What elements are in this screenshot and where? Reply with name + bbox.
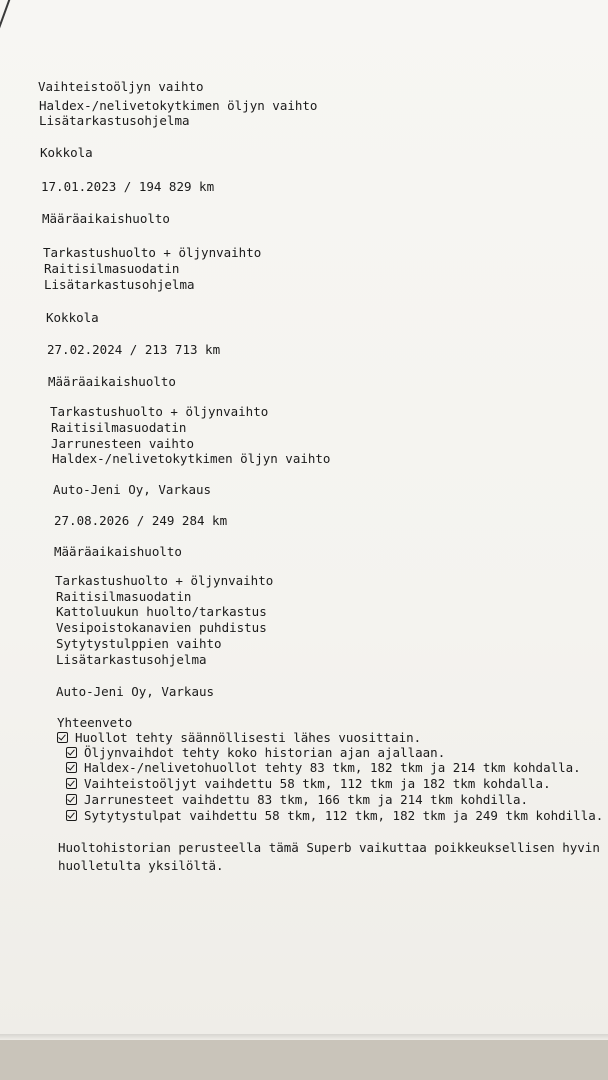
block3-date-km: 27.02.2024 / 213 713 km (47, 342, 221, 357)
checkbox-checked-icon (66, 762, 77, 773)
block1-item-2: Haldex-/nelivetokytkimen öljyn vaihto (39, 98, 318, 113)
block3-type: Määräaikaishuolto (48, 374, 176, 389)
block4-item-2: Raitisilmasuodatin (56, 589, 192, 604)
block2-item-1: Tarkastushuolto + öljynvaihto (43, 245, 262, 260)
table-surface (0, 1040, 608, 1080)
block2-type: Määräaikaishuolto (42, 211, 170, 226)
checkbox-checked-icon (66, 778, 77, 789)
block3-item-3: Jarrunesteen vaihto (51, 436, 194, 451)
summary-check-5 (66, 792, 528, 807)
block4-item-1: Tarkastushuolto + öljynvaihto (55, 573, 274, 588)
block2-location: Kokkola (46, 310, 99, 325)
summary-check-5-text: Jarrunesteet vaihdettu 83 tkm, 166 tkm ja 214 tkm kohdilla. (84, 792, 529, 807)
summary-check-6 (66, 808, 603, 823)
checkbox-checked-icon (66, 747, 77, 758)
block3-item-1: Tarkastushuolto + öljynvaihto (50, 404, 269, 419)
block2-date-km: 17.01.2023 / 194 829 km (41, 179, 215, 194)
summary-check-1 (57, 730, 421, 745)
block4-item-5: Sytytystulppien vaihto (56, 636, 222, 651)
block4-type: Määräaikaishuolto (54, 544, 182, 559)
block4-item-6: Lisätarkastusohjelma (56, 652, 207, 667)
block2-item-2: Raitisilmasuodatin (44, 261, 180, 276)
checkbox-checked-icon (66, 810, 77, 821)
block4-item-4: Vesipoistokanavien puhdistus (56, 620, 267, 635)
block3-item-2: Raitisilmasuodatin (51, 420, 187, 435)
paper-fold-line (0, 0, 12, 52)
summary-heading: Yhteenveto (57, 715, 133, 730)
checkbox-checked-icon (66, 794, 77, 805)
block4-date-km: 27.08.2026 / 249 284 km (54, 513, 228, 528)
summary-conclusion-line1: Huoltohistorian perusteella tämä Superb vaikuttaa poikkeuksellisen hyvin (58, 840, 600, 855)
block4-location: Auto-Jeni Oy, Varkaus (56, 684, 215, 699)
summary-check-2-text: Öljynvaihdot tehty koko historian ajan ajallaan. (84, 745, 446, 760)
summary-check-2 (66, 745, 445, 760)
block1-item-3: Lisätarkastusohjelma (39, 113, 190, 128)
summary-conclusion-line2: huolletulta yksilöltä. (58, 858, 224, 873)
checkbox-checked-icon (57, 732, 68, 743)
block2-item-3: Lisätarkastusohjelma (44, 277, 195, 292)
block3-item-4: Haldex-/nelivetokytkimen öljyn vaihto (52, 451, 331, 466)
summary-check-6-text: Sytytystulpat vaihdettu 58 tkm, 112 tkm, 182 tkm ja 249 tkm kohdilla. (84, 808, 604, 823)
summary-check-4 (66, 776, 551, 791)
block3-location: Auto-Jeni Oy, Varkaus (53, 482, 212, 497)
summary-check-4-text: Vaihteistoöljyt vaihdettu 58 tkm, 112 tkm ja 182 tkm kohdalla. (84, 776, 551, 791)
block1-item-1: Vaihteistoöljyn vaihto (38, 79, 204, 94)
summary-check-3-text: Haldex-/nelivetohuollot tehty 83 tkm, 182 tkm ja 214 tkm kohdalla. (84, 760, 581, 775)
block1-location: Kokkola (40, 145, 93, 160)
summary-check-3 (66, 760, 581, 775)
summary-check-1-text: Huollot tehty säännöllisesti lähes vuosittain. (75, 730, 422, 745)
block4-item-3: Kattoluukun huolto/tarkastus (56, 604, 267, 619)
